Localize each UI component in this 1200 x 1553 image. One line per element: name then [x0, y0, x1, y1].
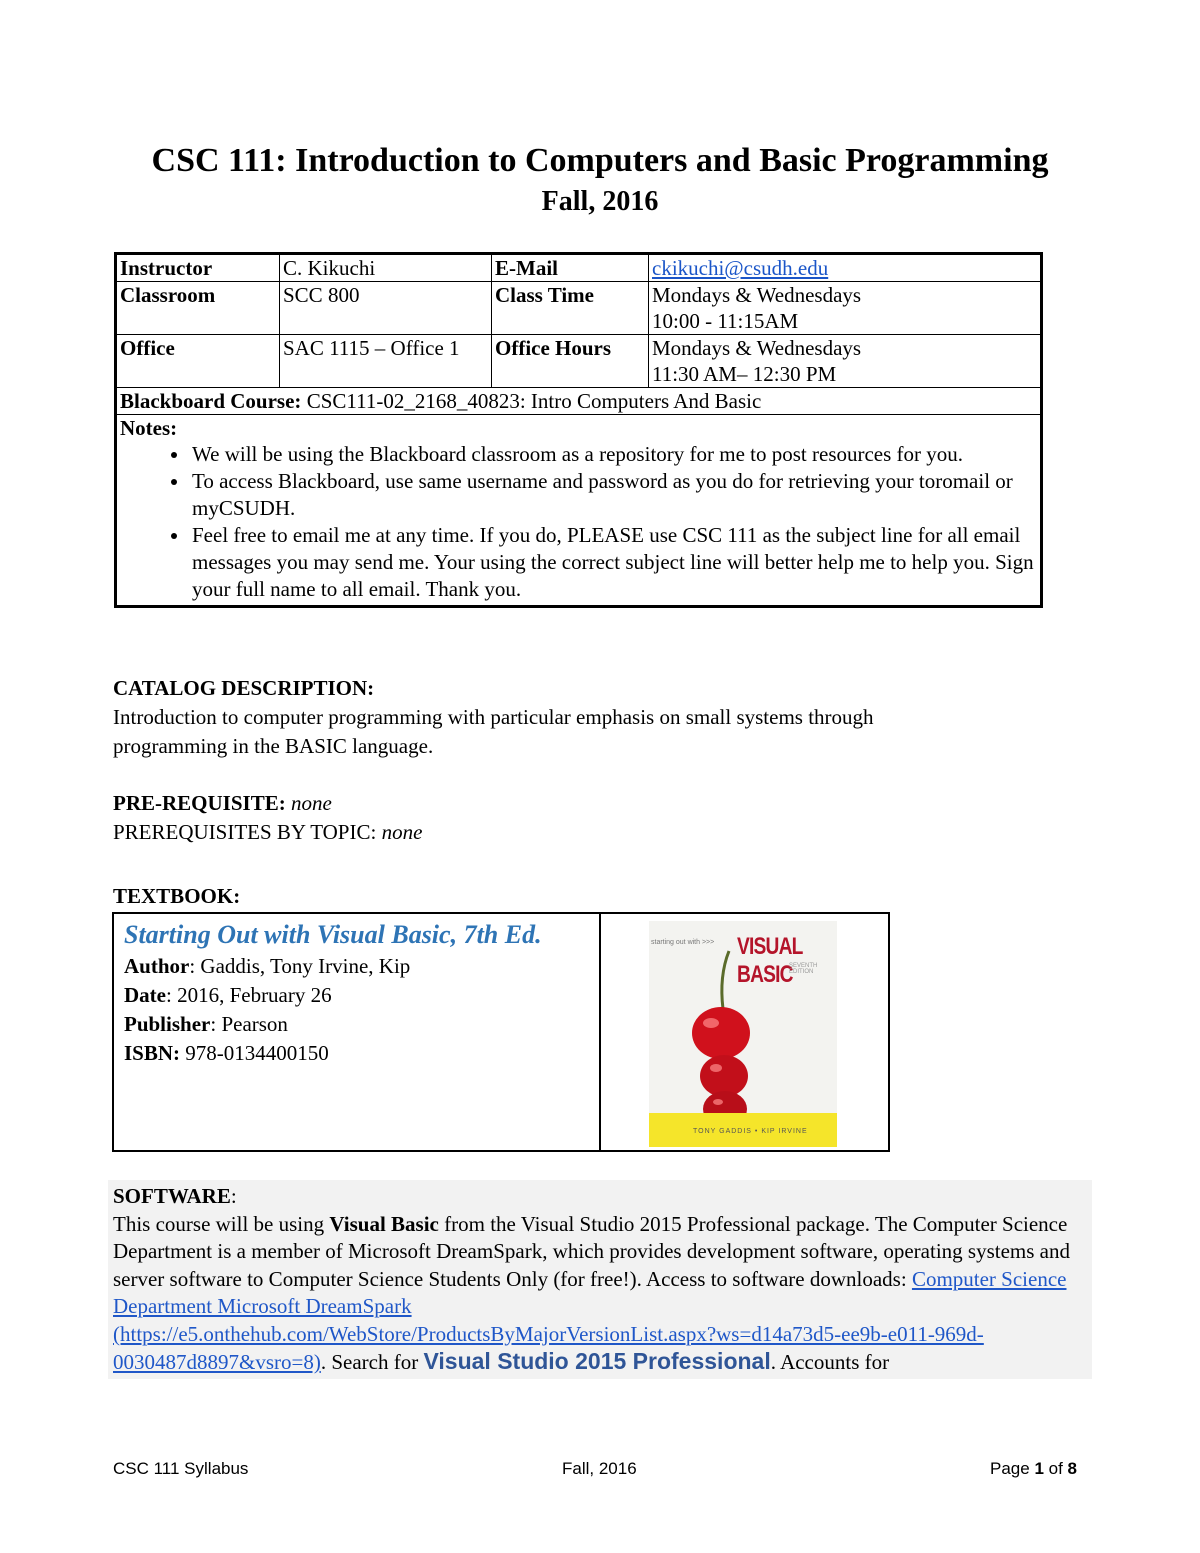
- prereq-topic-value: none: [381, 820, 423, 844]
- textbook-table: [112, 912, 890, 1152]
- cover-authors: TONY GADDIS • KIP IRVINE: [693, 1128, 808, 1135]
- notes-list: [120, 441, 1037, 603]
- instructor-label: Instructor: [116, 254, 280, 282]
- prereq-value: none: [290, 791, 332, 815]
- dreamspark-url-link[interactable]: (https://e5.onthehub.com/WebStore/ProductsByMajorVersionList.aspx?ws=d14a73d5-ee9b-e011-969d-0030487d8897&vsro=8): [113, 1321, 984, 1374]
- date-value: : 2016, February 26: [165, 983, 332, 1007]
- document-term: Fall, 2016: [541, 186, 659, 217]
- classroom-value: SCC 800: [280, 282, 492, 335]
- note-item: • To access Blackboard, use same username and password as you do for retrieving your toromail or myCSUDH.: [190, 468, 1037, 522]
- email-label: E-Mail: [492, 254, 649, 282]
- class-time-days: Mondays & Wednesdays: [652, 283, 862, 307]
- page-total: 8: [1067, 1459, 1077, 1478]
- instructor-value: C. Kikuchi: [280, 254, 492, 282]
- date-label: Date: [124, 983, 166, 1007]
- software-vs-product: Visual Studio 2015 Professional: [423, 1348, 771, 1374]
- table-row: [116, 282, 1042, 335]
- classroom-label: Classroom: [116, 282, 280, 335]
- software-section: [108, 1180, 1092, 1379]
- catalog-heading: CATALOG DESCRIPTION:: [113, 676, 375, 700]
- footer-left: CSC 111 Syllabus: [113, 1459, 249, 1478]
- software-heading: SOFTWARE: [113, 1184, 231, 1208]
- note-item: • Feel free to email me at any time. If you do, PLEASE use CSC 111 as the subject line for all email messages you may send me. Your using the correct subject line will better help me to help you. Sign your full name to all email. Thank you.: [190, 522, 1037, 603]
- isbn-value: 978-0134400150: [180, 1041, 329, 1065]
- cover-series: starting out with >>>: [651, 939, 715, 946]
- dreamspark-link[interactable]: Computer Science Department Microsoft DreamSpark: [113, 1266, 1067, 1318]
- author-label: Author: [124, 954, 190, 978]
- textbook-heading: TEXTBOOK:: [113, 884, 241, 908]
- footer-center: Fall, 2016: [562, 1459, 637, 1478]
- page-of: of: [1043, 1459, 1068, 1478]
- publisher-label: Publisher: [124, 1012, 211, 1036]
- isbn-label: ISBN:: [124, 1041, 181, 1065]
- table-row: [116, 254, 1042, 282]
- footer-page: [990, 1459, 1077, 1479]
- software-text-2: from the Visual Studio 2015 Professional package. The Computer Science Department is a member of Microsoft DreamSpark, which provides development software, operating systems and server software to Computer Science Students Only (for free!). Access to software downloads:: [113, 1211, 1070, 1291]
- email-link[interactable]: ckikuchi@csudh.edu: [652, 256, 829, 280]
- publisher-value: : Pearson: [210, 1012, 288, 1036]
- note-item: • We will be using the Blackboard classroom as a repository for me to post resources for you.: [190, 441, 1037, 468]
- software-text-1: This course will be using: [113, 1211, 330, 1236]
- textbook-title: Starting Out with Visual Basic, 7th Ed.: [124, 920, 542, 949]
- blackboard-label: Blackboard Course:: [120, 389, 302, 413]
- page-number: 1: [1034, 1459, 1044, 1478]
- cover-edition: SEVENTH EDITION: [789, 963, 818, 975]
- software-colon: :: [230, 1184, 237, 1208]
- office-value: SAC 1115 – Office 1: [280, 335, 492, 388]
- notes-label: Notes:: [120, 416, 178, 440]
- cover-title: VISUAL BASIC: [737, 933, 803, 988]
- course-info-table: [114, 252, 1043, 608]
- class-time-label: Class Time: [492, 282, 649, 335]
- office-label: Office: [116, 335, 280, 388]
- textbook-cover-image: [649, 921, 837, 1147]
- prereq-section: [113, 789, 422, 847]
- table-row: [116, 388, 1042, 415]
- page-prefix: Page: [990, 1459, 1035, 1478]
- document-title: CSC 111: Introduction to Computers and Basic Programming: [151, 142, 1049, 179]
- prereq-topic-label: PREREQUISITES BY TOPIC:: [113, 820, 377, 844]
- office-hours-label: Office Hours: [492, 335, 649, 388]
- software-text-4: . Accounts for: [770, 1350, 890, 1374]
- class-time-hours: 10:00 - 11:15AM: [652, 309, 799, 333]
- table-row: [116, 335, 1042, 388]
- software-text-3: . Search for: [320, 1350, 424, 1374]
- office-hours-times: 11:30 AM– 12:30 PM: [652, 362, 837, 386]
- office-hours-days: Mondays & Wednesdays: [652, 336, 862, 360]
- author-value: : Gaddis, Tony Irvine, Kip: [189, 954, 411, 978]
- blackboard-course: CSC111-02_2168_40823: Intro Computers And Basic: [301, 389, 762, 413]
- prereq-label: PRE-REQUISITE:: [113, 791, 286, 815]
- table-row: [116, 415, 1042, 607]
- software-visual-basic: Visual Basic: [329, 1211, 439, 1236]
- catalog-text: Introduction to computer programming with particular emphasis on small systems through programming in the BASIC language.: [113, 705, 874, 758]
- catalog-section: [113, 674, 993, 761]
